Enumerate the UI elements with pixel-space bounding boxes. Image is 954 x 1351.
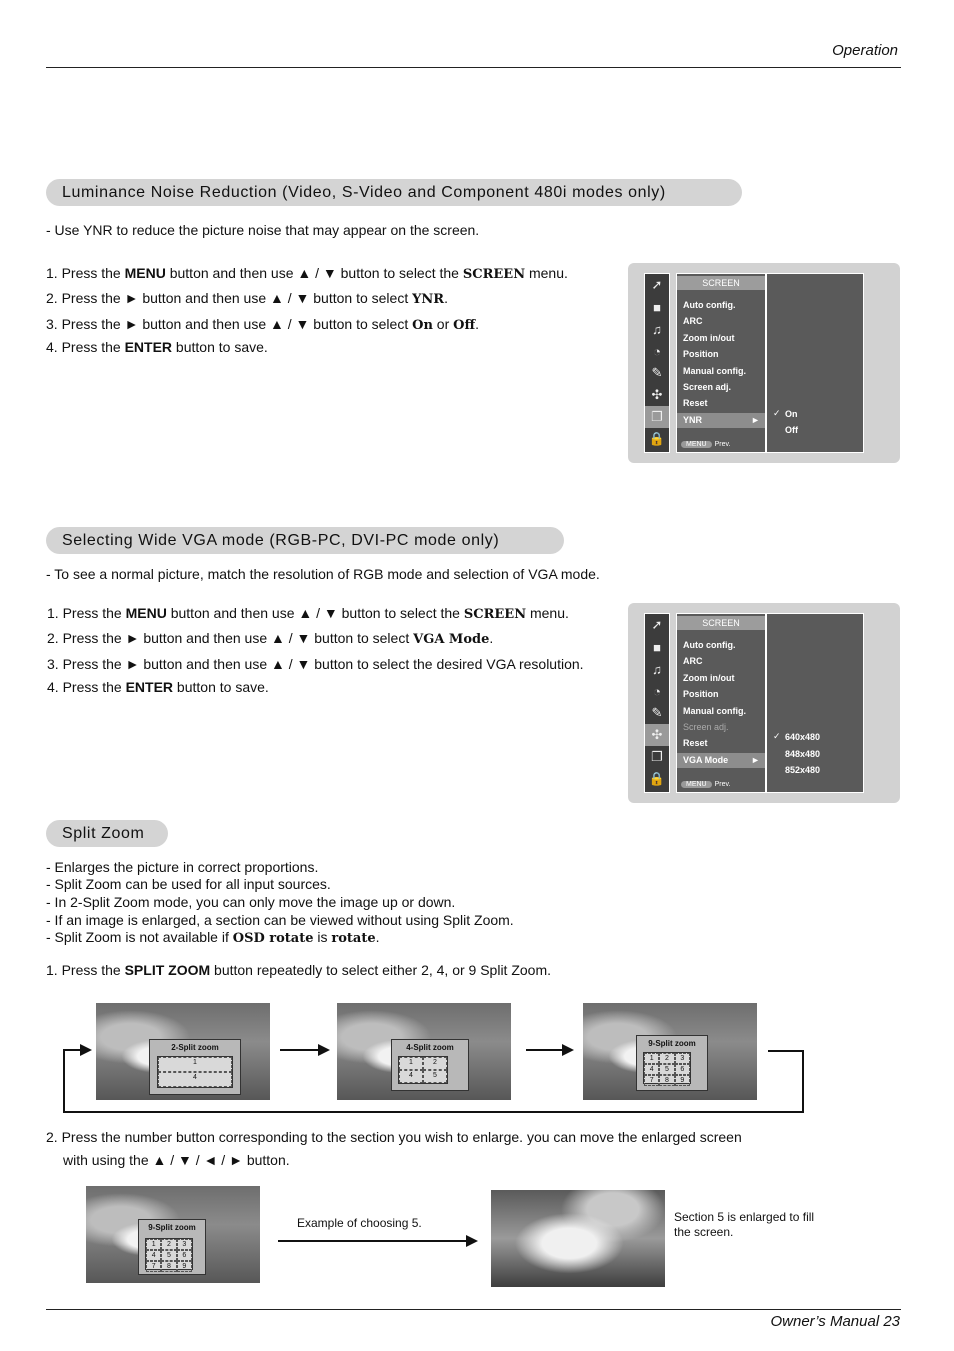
ynr-step-2: 2. Press the ► button and then use ▲ / ▼ button to select YNR. — [46, 290, 448, 307]
tools-icon: ✣ — [645, 724, 669, 746]
tools-icon: ✣ — [651, 387, 663, 402]
osd-item-ynr[interactable]: YNR — [683, 415, 703, 425]
option-icon: ✎ — [651, 705, 663, 720]
ynr-step-1: 1. Press the MENU button and then use ▲ / ▼ button to select the SCREEN menu. — [46, 265, 568, 282]
ynr-heading: Luminance Noise Reduction (Video, S-Video and Component 480i modes only) — [46, 179, 742, 206]
osd-option-852[interactable]: 852x480 — [785, 765, 821, 775]
lock-icon: 🔒 — [648, 771, 666, 786]
osd-item-arc[interactable]: ARC — [683, 656, 703, 666]
osd-item-auto-config[interactable]: Auto config. — [683, 640, 736, 650]
osd-title: SCREEN — [677, 276, 765, 290]
zoom-9-label: 9-Split zoom — [148, 1223, 196, 1232]
vga-step-1: 1. Press the MENU button and then use ▲ / ▼ button to select the SCREEN menu. — [47, 605, 569, 622]
osd-item-vga-mode[interactable]: VGA Mode — [683, 755, 729, 765]
osd-item-reset[interactable]: Reset — [683, 738, 708, 748]
zoom-cell: 1 — [399, 1057, 423, 1070]
arrow-right-icon — [278, 1235, 478, 1247]
pointer-icon: ➚ — [651, 277, 663, 292]
osd-item-screen-adj[interactable]: Screen adj. — [683, 722, 729, 732]
zoom-4-label: 4-Split zoom — [406, 1043, 454, 1052]
osd-option-off[interactable]: Off — [785, 425, 798, 435]
zoom-cell: 2 — [659, 1053, 674, 1064]
zoom-cell: 4 — [158, 1072, 232, 1087]
split-bullet-5: - Split Zoom is not available if OSD rotate is rotate. — [46, 929, 380, 946]
split-heading: Split Zoom — [46, 820, 168, 847]
ynr-step-3: 3. Press the ► button and then use ▲ / ▼ button to select On or Off. — [46, 316, 480, 333]
sound-icon: ♫ — [652, 661, 662, 677]
zoom-cell: 4 — [644, 1064, 659, 1075]
zoom-cell: 9 — [177, 1261, 192, 1272]
example-caption: Example of choosing 5. — [297, 1216, 422, 1230]
vga-heading: Selecting Wide VGA mode (RGB-PC, DVI-PC mode only) — [46, 527, 564, 554]
zoom-cell: 4 — [399, 1070, 423, 1083]
zoom-cell: 6 — [675, 1064, 690, 1075]
arrow-right-icon — [280, 1044, 330, 1056]
split-bullet-1: - Enlarges the picture in correct proportions. — [46, 859, 319, 875]
osd-item-zoom[interactable]: Zoom in/out — [683, 673, 735, 683]
sound-icon: ♫ — [652, 321, 662, 337]
picture-icon: ■ — [653, 299, 661, 315]
zoom-cell: 3 — [675, 1053, 690, 1064]
zoom-cell: 3 — [177, 1239, 192, 1250]
vga-intro: - To see a normal picture, match the resolution of RGB mode and selection of VGA mode. — [46, 566, 600, 582]
zoom-cell: 1 — [146, 1239, 161, 1250]
zoom-cell: 6 — [177, 1250, 192, 1261]
osd-item-screen-adj[interactable]: Screen adj. — [683, 382, 732, 392]
prev-label: Prev. — [714, 781, 731, 788]
vga-step-3: 3. Press the ► button and then use ▲ / ▼ button to select the desired VGA resolution. — [47, 656, 584, 672]
zoom-cell: 8 — [659, 1075, 674, 1086]
zoom-cell: 8 — [161, 1261, 176, 1272]
zoom-cell: 5 — [423, 1070, 447, 1083]
header-section: Operation — [832, 42, 898, 59]
zoom-9-grid — [145, 1238, 193, 1270]
split-bullet-2: - Split Zoom can be used for all input sources. — [46, 876, 331, 892]
split-step-1: 1. Press the SPLIT ZOOM button repeatedly to select either 2, 4, or 9 Split Zoom. — [46, 962, 552, 978]
photo-enlarged — [491, 1190, 665, 1287]
option-icon: ✎ — [651, 365, 663, 380]
zoom-2-label: 2-Split zoom — [171, 1043, 219, 1052]
vga-step-2: 2. Press the ► button and then use ▲ / ▼ button to select VGA Mode. — [47, 630, 494, 647]
footer-rule — [46, 1309, 901, 1310]
loop-line — [64, 1050, 803, 1112]
arrow-right-icon: ► — [751, 755, 760, 765]
osd-item-manual-config[interactable]: Manual config. — [683, 706, 746, 716]
prev-label: Prev. — [714, 441, 731, 448]
osd-item-arc[interactable]: ARC — [683, 316, 703, 326]
photo-9-split-select — [86, 1186, 260, 1283]
check-icon: ✓ — [773, 731, 781, 741]
osd-item-manual-config[interactable]: Manual config. — [683, 366, 746, 376]
zoom-cell: 5 — [659, 1064, 674, 1075]
lock-icon: 🔒 — [648, 431, 666, 446]
result-caption: Section 5 is enlarged to fill the screen. — [674, 1210, 815, 1239]
osd-item-reset[interactable]: Reset — [683, 398, 708, 408]
osd-option-848[interactable]: 848x480 — [785, 749, 821, 759]
zoom-9-box — [138, 1219, 206, 1275]
split-step-2-line-1: 2. Press the number button corresponding to the section you wish to enlarge. you can move the enlarged screen — [46, 1129, 742, 1145]
menu-button[interactable]: MENU — [681, 441, 712, 448]
split-bullet-4: - If an image is enlarged, a section can be viewed without using Split Zoom. — [46, 912, 514, 928]
zoom-cell: 7 — [146, 1261, 161, 1272]
arrow-right-icon: ► — [751, 415, 760, 425]
time-icon: ◔ — [653, 343, 661, 359]
split-bullet-3: - In 2-Split Zoom mode, you can only move the image up or down. — [46, 894, 456, 910]
pointer-icon: ➚ — [651, 617, 663, 632]
osd-item-auto-config[interactable]: Auto config. — [683, 300, 736, 310]
check-icon: ✓ — [773, 408, 781, 418]
picture-icon: ■ — [653, 639, 661, 655]
osd-title: SCREEN — [677, 616, 765, 630]
screen-icon: ❐ — [645, 406, 669, 428]
time-icon: ◔ — [653, 683, 661, 699]
zoom-cell: 2 — [423, 1057, 447, 1070]
zoom-cell: 7 — [644, 1075, 659, 1086]
zoom-cell: 1 — [158, 1057, 232, 1072]
osd-item-position[interactable]: Position — [683, 349, 719, 359]
arrow-right-icon — [80, 1044, 92, 1056]
osd-option-640[interactable]: 640x480 — [785, 732, 821, 742]
zoom-9-label: 9-Split zoom — [648, 1039, 696, 1048]
ynr-step-4: 4. Press the ENTER button to save. — [46, 339, 268, 355]
menu-button[interactable]: MENU — [681, 781, 712, 788]
zoom-cell: 5 — [161, 1250, 176, 1261]
osd-item-zoom[interactable]: Zoom in/out — [683, 333, 735, 343]
zoom-cell: 1 — [644, 1053, 659, 1064]
zoom-cell: 2 — [161, 1239, 176, 1250]
vga-step-4: 4. Press the ENTER button to save. — [47, 679, 269, 695]
osd-item-position[interactable]: Position — [683, 689, 719, 699]
osd-option-on[interactable]: On — [785, 409, 798, 419]
ynr-intro: - Use YNR to reduce the picture noise that may appear on the screen. — [46, 222, 480, 238]
screen-icon: ❐ — [651, 749, 663, 764]
split-step-2-line-2: with using the ▲ / ▼ / ◄ / ► button. — [63, 1152, 290, 1168]
arrow-right-icon — [526, 1044, 574, 1056]
zoom-cell: 9 — [675, 1075, 690, 1086]
footer-page: Owner’s Manual 23 — [770, 1313, 900, 1330]
zoom-cell: 4 — [146, 1250, 161, 1261]
